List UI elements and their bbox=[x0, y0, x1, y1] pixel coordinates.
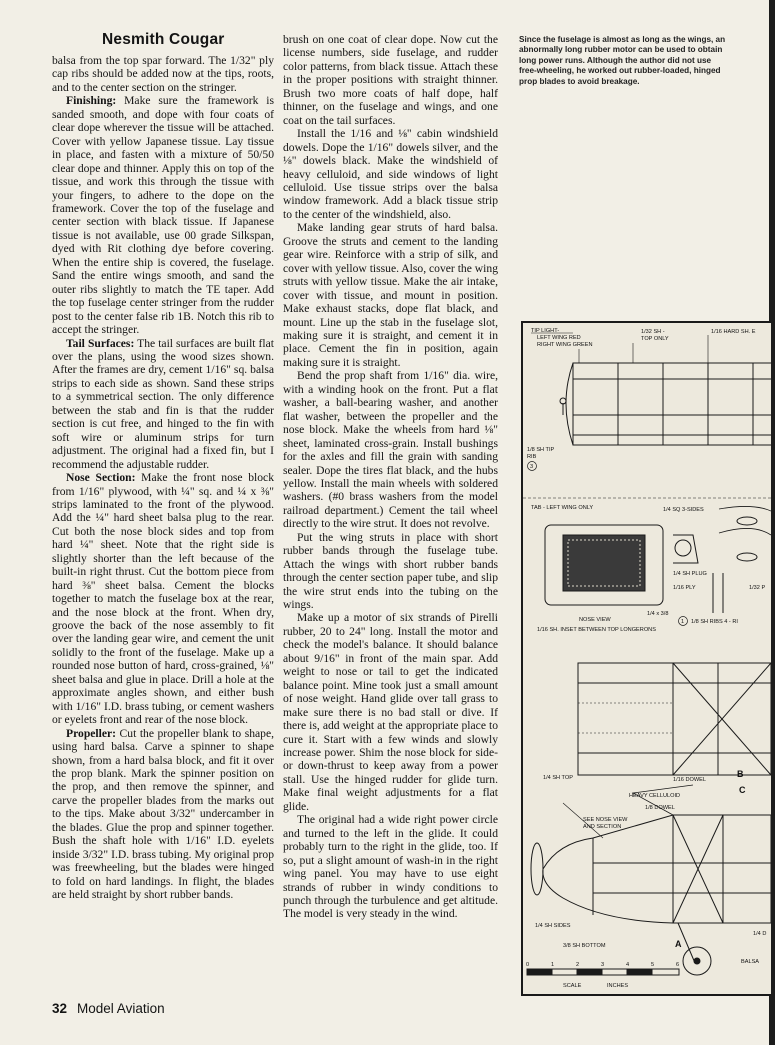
label-tab: TAB - LEFT WING ONLY bbox=[531, 505, 594, 511]
marker-b: B bbox=[737, 769, 744, 779]
marker-a: A bbox=[675, 939, 682, 949]
paragraph-text: Make sure the framework is sanded smooth, and dope with four coats of clear dope wherever the tissue will be attached. Cover with yellow Japanese tissue. Lay tissue in place, and fasten with a mixture of 50/50 clear dope and thinner. Apply this on top of the tissue, and work this through the tissue with your fingers, to adhere to the dope on the framework. Cover the top of the fuselage and center section with black tissue. If Japanese tissue is not available, use 00 grade Silkspan, dyed with Rit clothing dye before covering. When the entire ship is covered, the fuselage. Sand the entire wings smooth, and sand the outer ribs slightly to match the TE taper. Add the top fuselage center stringer from the rudder post to the center false rib 1B. Notch this rib to accept the stringer. bbox=[52, 94, 274, 337]
label-balsa: BALSA bbox=[741, 959, 760, 965]
label-and-section: AND SECTION bbox=[583, 824, 622, 830]
label-sq-3sides: 1/4 SQ 3-SIDES bbox=[663, 507, 704, 513]
wing-outline bbox=[573, 363, 771, 445]
paragraph-finishing bbox=[52, 94, 274, 336]
paragraph: balsa from the top spar forward. The 1/32" ply cap ribs should be added now at the tips, roots, and to the center section on the stringer. bbox=[52, 54, 274, 94]
label-scale: SCALE bbox=[563, 983, 582, 989]
label-sh-32p: 1/32 P bbox=[749, 585, 766, 591]
text-column-left bbox=[52, 54, 274, 902]
propeller-side bbox=[531, 843, 543, 895]
section-heading: Tail Surfaces: bbox=[66, 336, 135, 350]
label-ply: 1/16 PLY bbox=[673, 585, 696, 591]
plans-labels bbox=[526, 328, 766, 989]
label-plug: 1/4 SH PLUG bbox=[673, 571, 707, 577]
label-circle-1: 1 bbox=[681, 619, 685, 625]
paragraph: Make landing gear struts of hard balsa. Groove the struts and cement to the landing gear wire. Reinforce with a strip of silk, and cover with yellow tissue. Also, cover the wing struts with yellow tissue. Make the air intake, cover with tissue, and mount in position. Make exhaust stacks, dope flat black, and mount. Line up the stab in the fuselage slot, making sure it is straight, and cement it in place. Cement the fin in position, again making sure it is straight. bbox=[283, 221, 498, 369]
label-strip: 1/4 x 3/8 bbox=[647, 611, 669, 617]
label-bottom: 3/8 SH BOTTOM bbox=[563, 943, 606, 949]
scale-tick-label: 0 bbox=[526, 962, 530, 968]
paragraph-text: Cut the propeller blank to shape, using hard balsa. Carve a spinner to shape shown, from a hard balsa block, and fit it over the prop blank. Mark the spinner position on the prop, and then remove the spinner, and carve the propeller blades from the marks out to the tips. Make about 3/32" undercamber in the blades. Glue the prop and spinner together. Bush the shaft hole with 1/16" I.D. eyelets inside 3/32" I.D. brass tubing. My original prop was freewheeling, but the blades were hinged to fold on hard landings. In flight, the blades are held straight by short rubber bands. bbox=[52, 726, 274, 902]
text-column-middle bbox=[283, 33, 498, 921]
section-heading: Finishing: bbox=[66, 94, 117, 108]
paragraph: Install the 1/16 and ⅛" cabin windshield dowels. Dope the 1/16" dowels silver, and the ⅛" dowels black. Make the windshield of heavy celluloid, and side windows of light celluloid. Use tissue strips over the balsa window framework. Add a black tissue strip to the center of the windshield, also. bbox=[283, 127, 498, 221]
label-top: 1/4 SH TOP bbox=[543, 775, 573, 781]
label-sides: 1/4 SH SIDES bbox=[535, 923, 571, 929]
label-rib: RIB bbox=[527, 454, 537, 460]
label-ribs: 1/8 SH RIBS 4 - RI bbox=[691, 619, 738, 625]
label-top-only: TOP ONLY bbox=[641, 336, 669, 342]
article-title: Nesmith Cougar bbox=[102, 31, 225, 48]
scale-tick-label: 3 bbox=[601, 962, 605, 968]
paragraph: brush on one coat of clear dope. Now cut the license numbers, side fuselage, and rudder color patterns, from black tissue. Attach these in the proper positions with straight thinner. Brush two more coats of half dope, half thinner, on the fuselage and wings, and one coat on the tail surfaces. bbox=[283, 33, 498, 127]
scale-tick-label: 5 bbox=[651, 962, 655, 968]
label-inset: 1/16 SH. INSET BETWEEN TOP LONGERONS bbox=[537, 627, 656, 633]
label-dowel-8: 1/8 DOWEL bbox=[645, 805, 675, 811]
paragraph: Put the wing struts in place with short rubber bands through the fuselage tube. Attach the wings with short rubber bands through the center section paper tube, and slip the wire strut ends into the tubing on the wings. bbox=[283, 530, 498, 612]
label-tip: 1/8 SH TIP bbox=[527, 447, 555, 453]
paragraph-text: The tail surfaces are built flat over the plans, using the wood sizes shown. After the frames are dry, cement 1/16" sq. balsa strips to each side as shown. Sand these strips to a symmetrical section. The only difference between the stab and fin is that the rudder section is cut free, and hinged to the fin with soft wire or aluminum strips for turn adjustment. The original had a fixed fin, but I recommend the adjustable rudder. bbox=[52, 336, 274, 471]
section-heading: Propeller: bbox=[66, 726, 117, 740]
nose-view-fill bbox=[563, 535, 645, 591]
scale-ticks bbox=[526, 962, 679, 968]
label-celluloid: HEAVY CELLULOID bbox=[629, 793, 681, 799]
label-circle-3: 3 bbox=[530, 464, 534, 470]
label-right-wing: RIGHT WING GREEN bbox=[537, 342, 593, 348]
label-nose-view: NOSE VIEW bbox=[579, 617, 611, 623]
label-d: 1/4 D bbox=[753, 931, 767, 937]
paragraph-nose-section bbox=[52, 471, 274, 727]
page-footer bbox=[52, 1001, 165, 1016]
photo-caption: Since the fuselage is almost as long as the wings, an abnormally long rubber motor can be used to obtain long power runs. Although the author did not use free-wheeling, he worked out rubber-loaded, hinged prop blades to avoid breakage. bbox=[519, 35, 726, 86]
plans-svg bbox=[523, 323, 771, 994]
paragraph: The original had a wide right power circle and turned to the left in the glide. It could probably turn to the right in the glide, too. If so, put a slight amount of wash-in in the right wing panel. You may have to use eight strands of rubber in windy conditions to punch through the turbulence and get altitude. The model is very steady in the wind. bbox=[283, 813, 498, 921]
scale-tick-label: 6 bbox=[676, 962, 680, 968]
page-number: 32 bbox=[52, 1001, 68, 1016]
scale-tick-label: 1 bbox=[551, 962, 555, 968]
paragraph: Make up a motor of six strands of Pirelli rubber, 20 to 24" long. Install the motor and check the model's balance. It should balance about 9/16" in front of the main spar. Add weight to nose or tail to get the indicated balance point. Mine took just a small amount of nose weight. Hand glide over tall grass to make sure there is no bad stall or dive. If there is, add weight at the appropriate place to cure it. Start with a few winds and slowly increase power. Shim the nose block for side- or down-thrust to keep away from a power stall. Use the hinged rudder for glide turn. Make final weight adjustments for a flat glide. bbox=[283, 611, 498, 813]
magazine-name: Model Aviation bbox=[77, 1001, 165, 1016]
label-see-nose: SEE NOSE VIEW bbox=[583, 817, 628, 823]
label-left-wing: LEFT WING RED bbox=[537, 335, 581, 341]
label-hard-sh: 1/16 HARD SH. E bbox=[711, 329, 756, 335]
paragraph-text: Make the front nose block from 1/16" plywood, with ¼" sq. and ¼ x ⅜" strips laminated to the front of the plywood. Add the ¼" hard sheet balsa plug to the rear. Cut both the nose block sides and top from hard ¼" sheet. Note that the right side is slightly shorter than the left because of the built-in right thrust. Cut the bottom piece from hard ⅜" sheet balsa. Cement the blocks together to match the fuselage box at the rear, and the nose block at the front. When dry, groove the back of the nose assembly to fit over the landing gear wire, and cement the unit solidly to the front of the fuselage. Make up a rounded nose button of hard, cross-grained, ⅛" sheet balsa and glue in place. Drill a hole at the approximate angles shown, and either bush with 1/16" I.D. brass tubing, or cement washers or eyelets front and rear of the nose block. bbox=[52, 471, 274, 727]
label-sh-1-32: 1/32 SH - bbox=[641, 329, 665, 335]
scale-tick-label: 4 bbox=[626, 962, 630, 968]
fuselage-top-view bbox=[578, 663, 771, 775]
label-dowel-16: 1/16 DOWEL bbox=[673, 777, 706, 783]
fuselage-side-view bbox=[543, 815, 771, 923]
paragraph-propeller bbox=[52, 727, 274, 902]
section-heading: Nose Section: bbox=[66, 471, 136, 485]
scale-tick-label: 2 bbox=[576, 962, 580, 968]
marker-c: C bbox=[739, 785, 746, 795]
plans-drawing bbox=[521, 321, 771, 996]
label-inches: INCHES bbox=[607, 983, 629, 989]
label-tip-light: TIP LIGHT- bbox=[531, 328, 560, 334]
paragraph: Bend the prop shaft from 1/16" dia. wire, with a winding hook on the front. Put a flat washer, a ball-bearing washer, and another flat washer, between the propeller and the nose block. Make the wheels from hard ⅛" sheet, laminated cross-grain. Install bushings for the axles and fill the grain with sanding sealer. Dope the tires flat black, and the hubs yellow. Install the main wheels with soldered washers. (#0 brass washers from the model railroad department.) Cement the tail wheel directly to the wire strut. It does not revolve. bbox=[283, 369, 498, 531]
paragraph-tail-surfaces bbox=[52, 337, 274, 472]
